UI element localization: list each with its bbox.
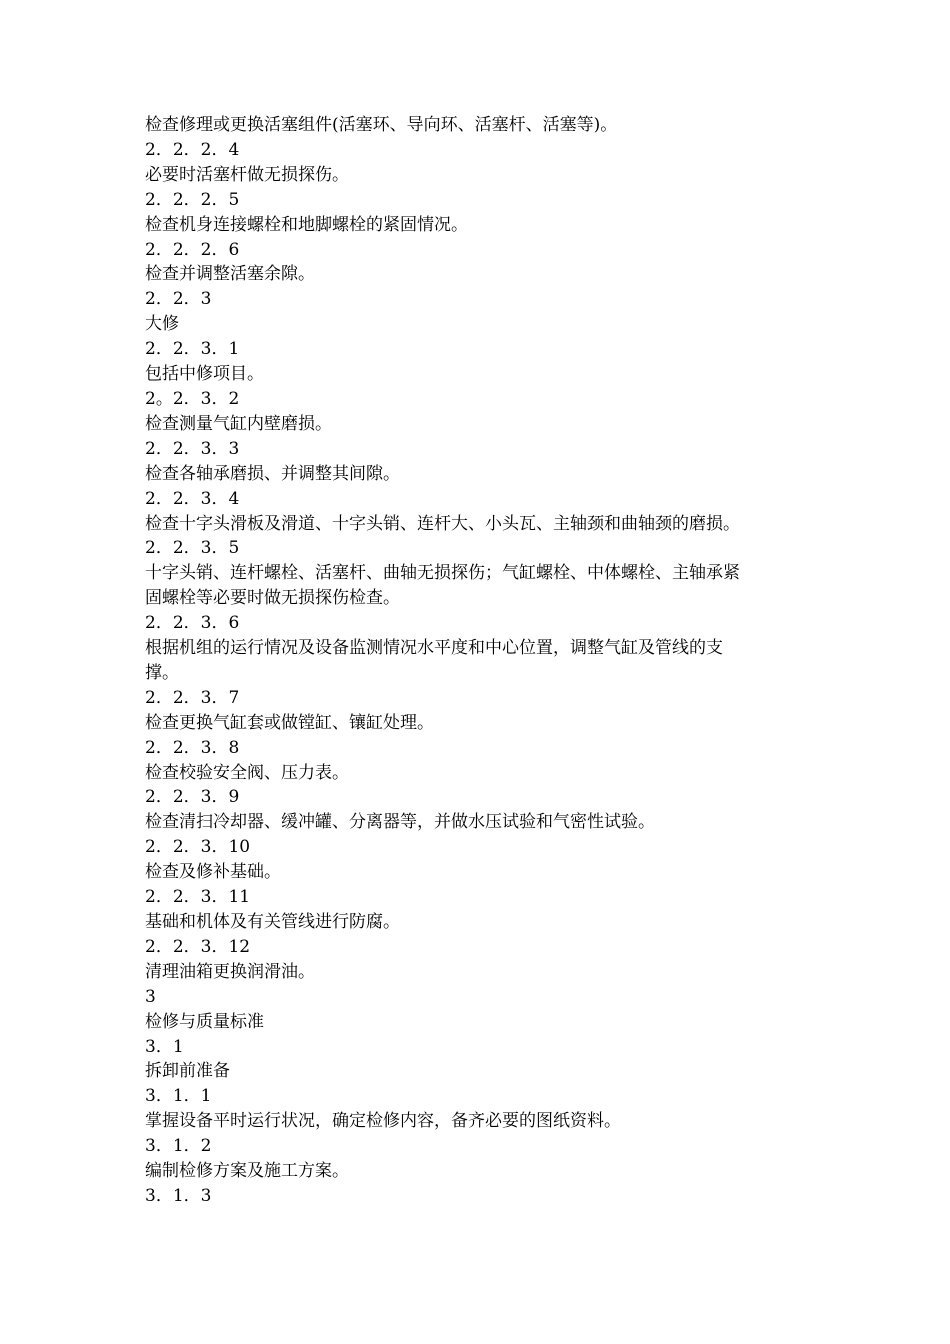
text-line: 3．1．1 xyxy=(145,1086,212,1107)
text-line: 2．2．3．12 xyxy=(145,936,251,957)
document-body xyxy=(145,113,815,1209)
text-line: 基础和机体及有关管线进行防腐。 xyxy=(145,912,400,932)
text-line: 2．2．3．1 xyxy=(145,339,240,360)
text-line: 检修与质量标准 xyxy=(145,1011,264,1032)
text-line: 编制检修方案及施工方案。 xyxy=(145,1161,349,1182)
text-line: 掌握设备平时运行状况，确定检修内容，备齐必要的图纸资料。 xyxy=(145,1111,621,1132)
text-line: 包括中修项目。 xyxy=(145,364,264,385)
text-line: 固螺栓等必要时做无损探伤检查。 xyxy=(145,588,400,609)
text-line: 2．2．3．7 xyxy=(145,687,240,708)
text-line: 3．1 xyxy=(145,1036,184,1057)
text-line: 清理油箱更换润滑油。 xyxy=(145,961,315,982)
text-line: 检查修理或更换活塞组件(活塞环、导向环、活塞杆、活塞等)。 xyxy=(145,115,618,135)
text-line: 检查及修补基础。 xyxy=(145,862,281,883)
text-line: 2．2．2．4 xyxy=(145,139,240,160)
text-line: 检查更换气缸套或做镗缸、镶缸处理。 xyxy=(145,712,434,733)
text-line: 2．2．3．10 xyxy=(145,837,251,858)
text-line: 2。2．3．2 xyxy=(145,388,240,409)
text-line: 2．2．3．6 xyxy=(145,613,240,634)
text-line: 检查机身连接螺栓和地脚螺栓的紧固情况。 xyxy=(145,214,468,235)
text-line: 检查十字头滑板及滑道、十字头销、连杆大、小头瓦、主轴颈和曲轴颈的磨损。 xyxy=(145,513,740,534)
text-line: 2．2．3．9 xyxy=(145,787,240,808)
text-line: 检查校验安全阀、压力表。 xyxy=(145,762,349,783)
text-line: 大修 xyxy=(145,314,179,335)
text-line: 撑。 xyxy=(145,662,179,683)
text-line: 2．2．3．4 xyxy=(145,488,240,509)
text-line: 2．2．3．8 xyxy=(145,737,240,758)
text-line: 3．1．2 xyxy=(145,1136,212,1157)
text-line: 3 xyxy=(145,986,156,1007)
text-line: 2．2．3．11 xyxy=(145,887,251,908)
text-line: 必要时活塞杆做无损探伤。 xyxy=(145,164,349,185)
text-line: 根据机组的运行情况及设备监测情况水平度和中心位置，调整气缸及管线的支 xyxy=(145,638,723,659)
text-line: 检查并调整活塞余隙。 xyxy=(145,264,315,285)
text-line: 3．1．3 xyxy=(145,1185,212,1206)
text-line: 十字头销、连杆螺栓、活塞杆、曲轴无损探伤；气缸螺栓、中体螺栓、主轴承紧 xyxy=(145,563,740,584)
text-line: 2．2．3．5 xyxy=(145,538,240,559)
text-line: 2．2．2．6 xyxy=(145,239,240,260)
text-line: 2．2．3．3 xyxy=(145,438,240,459)
text-line: 拆卸前准备 xyxy=(145,1061,230,1082)
text-line: 检查测量气缸内壁磨损。 xyxy=(145,413,332,434)
text-line: 2．2．2．5 xyxy=(145,189,240,210)
text-line: 检查各轴承磨损、并调整其间隙。 xyxy=(145,463,400,484)
text-line: 2．2．3 xyxy=(145,289,212,310)
text-line: 检查清扫冷却器、缓冲罐、分离器等，并做水压试验和气密性试验。 xyxy=(145,812,655,833)
